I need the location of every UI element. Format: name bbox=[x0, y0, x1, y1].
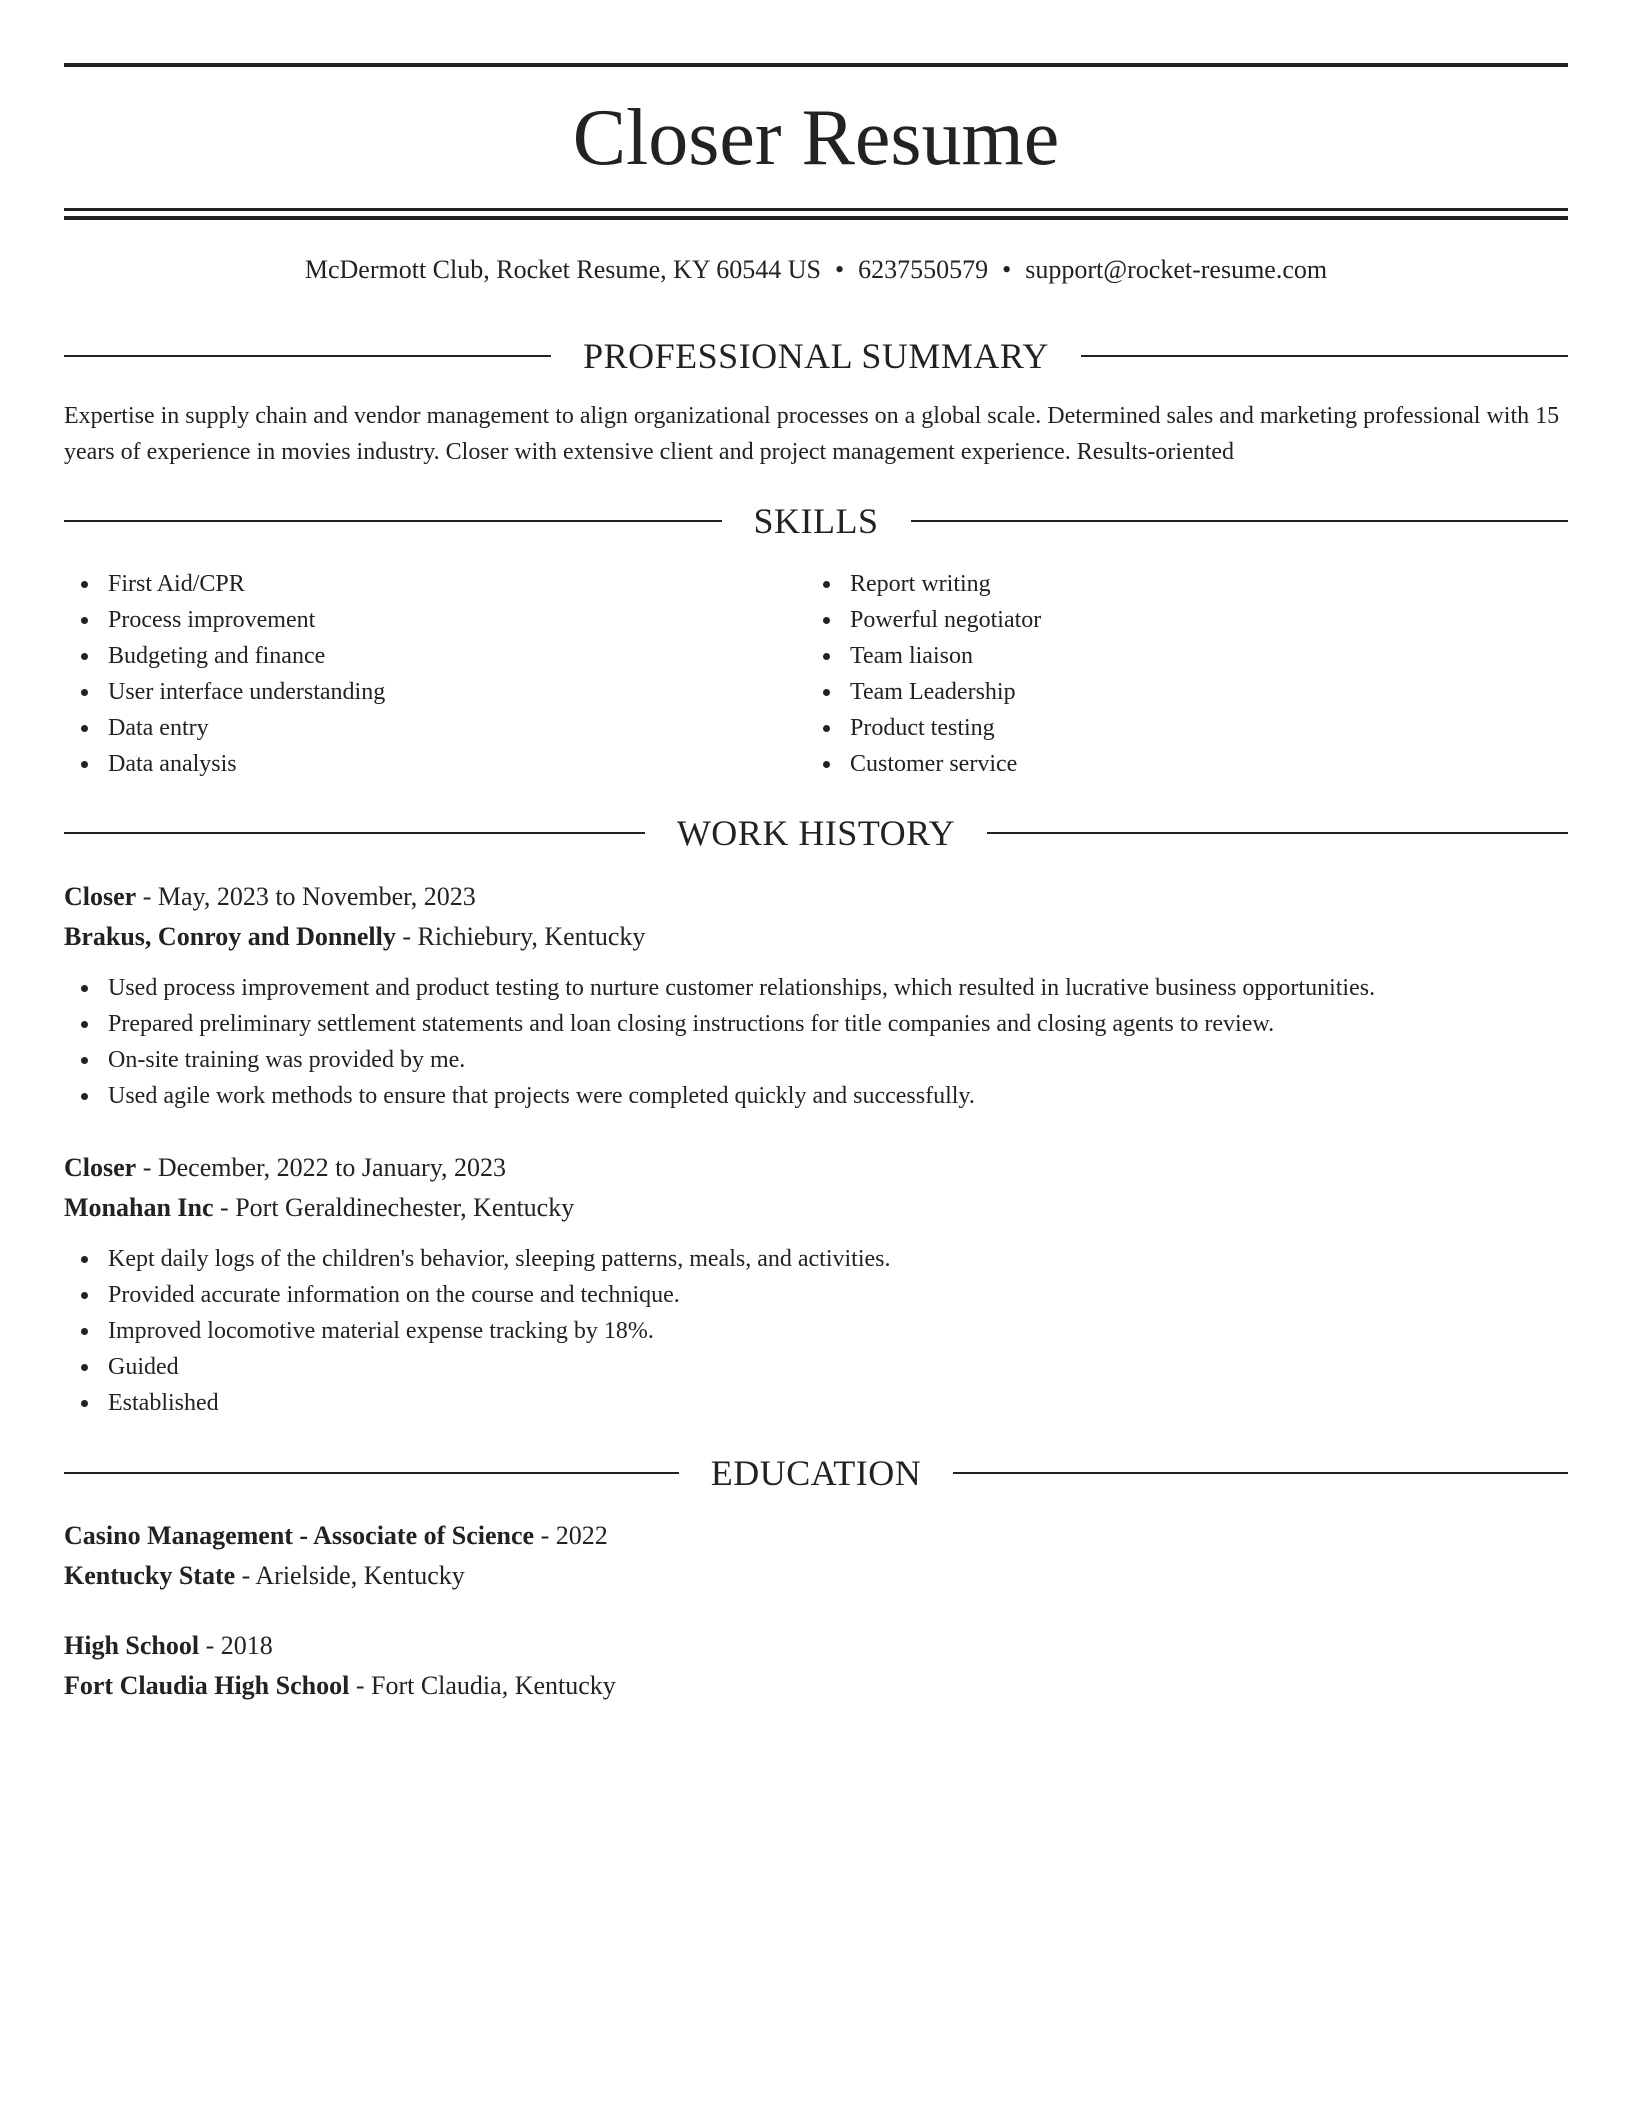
job-dates: - December, 2022 to January, 2023 bbox=[136, 1153, 507, 1182]
job-bullet: Established bbox=[64, 1385, 1568, 1421]
job-company: Brakus, Conroy and Donnelly bbox=[64, 922, 396, 951]
job-location: - Port Geraldinechester, Kentucky bbox=[213, 1193, 575, 1222]
page-title: Closer Resume bbox=[572, 94, 1060, 182]
education-degree-line bbox=[64, 1627, 273, 1665]
job-dates: - May, 2023 to November, 2023 bbox=[136, 882, 476, 911]
work-heading-label: WORK HISTORY bbox=[676, 813, 956, 853]
contact-address: McDermott Club, Rocket Resume, KY 60544 US bbox=[304, 255, 821, 284]
skills-list-right bbox=[806, 566, 1506, 782]
education-degree-line bbox=[64, 1517, 608, 1555]
skill-item: User interface understanding bbox=[64, 674, 764, 710]
skill-item: Product testing bbox=[806, 710, 1506, 746]
education-school-line bbox=[64, 1667, 616, 1705]
job-bullet: Improved locomotive material expense tracking by 18%. bbox=[64, 1313, 1568, 1349]
education-degree: Casino Management - Associate of Science bbox=[64, 1521, 535, 1550]
job-title-line bbox=[64, 1149, 506, 1187]
work-heading bbox=[64, 808, 1568, 858]
heading-rule-right bbox=[953, 1472, 1568, 1474]
heading-rule-left bbox=[64, 1472, 679, 1474]
education-year: - 2018 bbox=[199, 1631, 273, 1660]
job-title: Closer bbox=[64, 882, 137, 911]
contact-separator: • bbox=[834, 255, 845, 284]
job-bullet: Prepared preliminary settlement statements and loan closing instructions for title companies and closing agents to review. bbox=[64, 1006, 1568, 1042]
education-school: Kentucky State bbox=[64, 1561, 236, 1590]
summary-heading bbox=[64, 331, 1568, 381]
heading-rule-left bbox=[64, 355, 551, 357]
job-bullets bbox=[64, 1241, 1568, 1421]
title-rule-upper bbox=[64, 208, 1568, 211]
job-bullets bbox=[64, 970, 1568, 1114]
education-heading bbox=[64, 1448, 1568, 1498]
title-rule-lower bbox=[64, 216, 1568, 220]
job-bullet: Used agile work methods to ensure that projects were completed quickly and successfully. bbox=[64, 1078, 1568, 1114]
skill-item: Powerful negotiator bbox=[806, 602, 1506, 638]
education-location: - Fort Claudia, Kentucky bbox=[349, 1671, 616, 1700]
job-company-line bbox=[64, 1189, 574, 1227]
contact-phone: 6237550579 bbox=[858, 255, 989, 284]
skill-item: Data analysis bbox=[64, 746, 764, 782]
heading-rule-right bbox=[987, 832, 1568, 834]
education-location: - Arielside, Kentucky bbox=[235, 1561, 465, 1590]
top-rule bbox=[64, 63, 1568, 67]
job-location: - Richiebury, Kentucky bbox=[395, 922, 646, 951]
heading-rule-left bbox=[64, 832, 645, 834]
contact-email: support@rocket-resume.com bbox=[1025, 255, 1328, 284]
job-bullet: Guided bbox=[64, 1349, 1568, 1385]
heading-rule-right bbox=[1081, 355, 1568, 357]
job-title: Closer bbox=[64, 1153, 137, 1182]
skill-item: Report writing bbox=[806, 566, 1506, 602]
skill-item: First Aid/CPR bbox=[64, 566, 764, 602]
skill-item: Data entry bbox=[64, 710, 764, 746]
job-bullet: On-site training was provided by me. bbox=[64, 1042, 1568, 1078]
skill-item: Budgeting and finance bbox=[64, 638, 764, 674]
skills-list-left bbox=[64, 566, 764, 782]
education-degree: High School bbox=[64, 1631, 200, 1660]
skill-item: Customer service bbox=[806, 746, 1506, 782]
skill-item: Team liaison bbox=[806, 638, 1506, 674]
heading-rule-right bbox=[911, 520, 1569, 522]
education-school-line bbox=[64, 1557, 465, 1595]
skills-heading bbox=[64, 496, 1568, 546]
education-year: - 2022 bbox=[534, 1521, 608, 1550]
contact-line bbox=[64, 252, 1568, 288]
heading-rule-left bbox=[64, 520, 722, 522]
job-title-line bbox=[64, 878, 476, 916]
skill-item: Process improvement bbox=[64, 602, 764, 638]
contact-separator: • bbox=[1002, 255, 1012, 284]
summary-heading-label: PROFESSIONAL SUMMARY bbox=[583, 336, 1049, 376]
summary-text: Expertise in supply chain and vendor management to align organizational processes on a global scale. Determined sales and marketing professional with 15 years of experience in movies industry. Closer with extensive client and project management experience. Results-oriented bbox=[64, 403, 1560, 465]
skills-heading-label: SKILLS bbox=[753, 501, 879, 541]
education-heading-label: EDUCATION bbox=[710, 1453, 922, 1493]
job-bullet: Kept daily logs of the children's behavior, sleeping patterns, meals, and activities. bbox=[64, 1241, 1568, 1277]
job-bullet: Used process improvement and product testing to nurture customer relationships, which resulted in lucrative business opportunities. bbox=[64, 970, 1568, 1006]
job-company: Monahan Inc bbox=[64, 1193, 214, 1222]
skill-item: Team Leadership bbox=[806, 674, 1506, 710]
job-bullet: Provided accurate information on the course and technique. bbox=[64, 1277, 1568, 1313]
education-school: Fort Claudia High School bbox=[64, 1671, 350, 1700]
job-company-line bbox=[64, 918, 645, 956]
